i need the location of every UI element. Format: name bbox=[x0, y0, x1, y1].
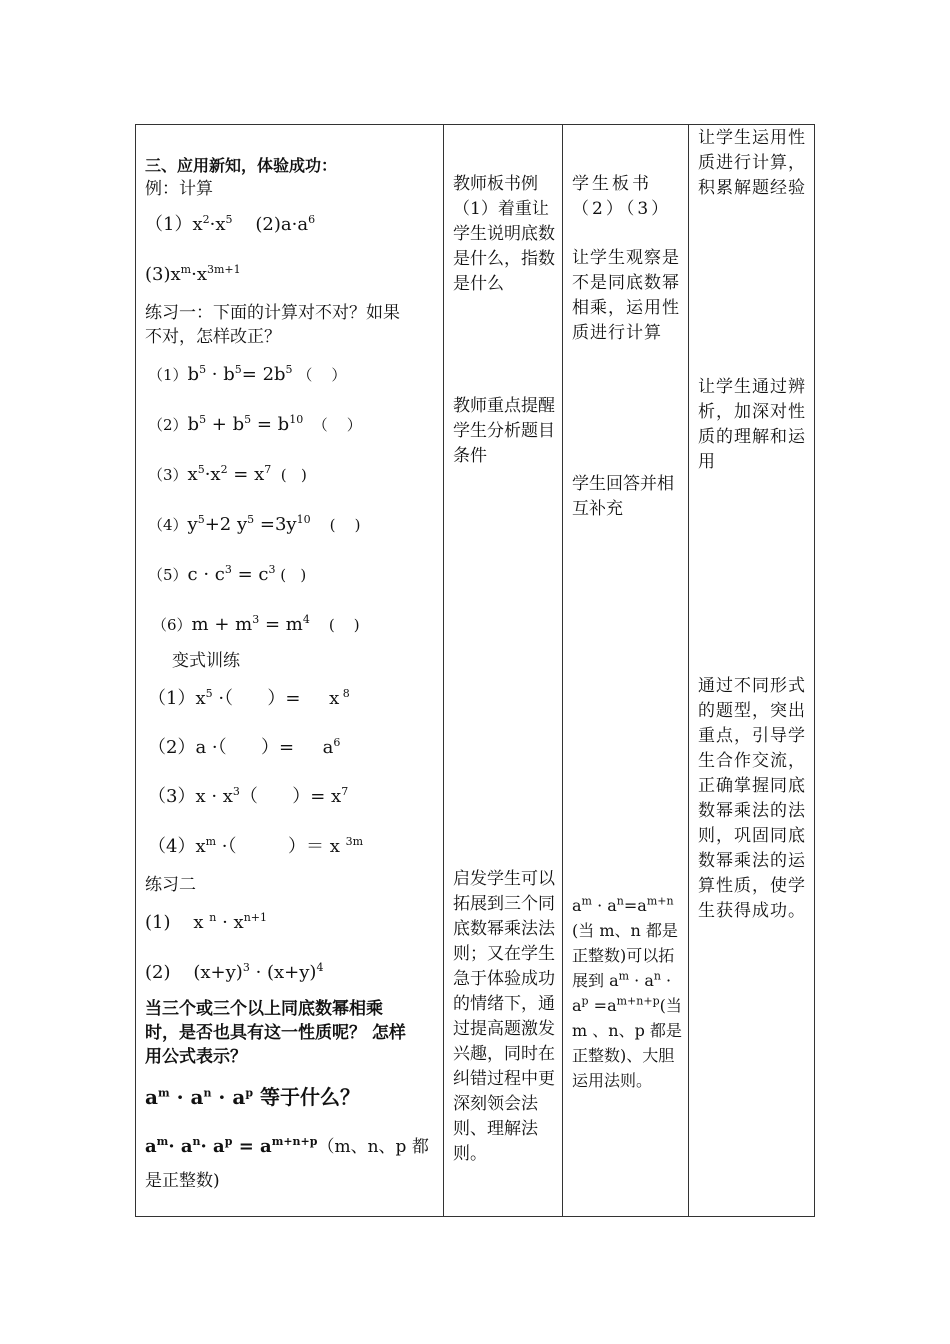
section-title: 三、应用新知，体验成功： bbox=[145, 156, 338, 175]
practice1-item: $(6)m + m^3 = m^4$ ( ) bbox=[152, 613, 360, 635]
design-intent: 让学生运用性质进行计算，积累解题经验 bbox=[698, 128, 806, 198]
practice2-item: (2) $(x+y)^3 \cdot (x+y)^4$ bbox=[145, 961, 324, 983]
variant-item: $(4)x^m$ ·（ ）＝ x $^{3m}$ bbox=[148, 835, 364, 857]
variant-title: 变式训练 bbox=[172, 651, 240, 671]
practice1-item: $(4)y^5+2$ $y^5 =3y^{10}$ ( ) bbox=[148, 513, 361, 535]
student-activity: 让学生观察是不是同底数幂相乘，运用性质进行计算 bbox=[572, 248, 680, 343]
example-2: $(3)x^m\cdot x^{3m+1}$ bbox=[145, 263, 241, 285]
design-intent: 让学生通过辨析，加深对性质的理解和运用 bbox=[698, 377, 806, 472]
column-divider bbox=[688, 124, 689, 1217]
rule-formula-condition: 是正整数) bbox=[145, 1171, 220, 1191]
practice2-item: (1) x $^n \cdot x^{n+1}$ bbox=[145, 911, 267, 933]
column-divider bbox=[443, 124, 444, 1217]
teacher-activity: 教师重点提醒学生分析题目条件 bbox=[453, 396, 555, 466]
teacher-activity: 教师板书例（1）着重让学生说明底数是什么，指数是什么 bbox=[453, 174, 555, 294]
student-activity: 学生回答并相互补充 bbox=[572, 474, 674, 519]
example-label: 例：计算 bbox=[145, 179, 213, 199]
practice1-instruction: 练习一：下面的计算对不对？如果 bbox=[145, 303, 400, 323]
practice1-item: $(3)x^5\cdot x^2 = x^7$ ( ) bbox=[148, 463, 307, 485]
variant-item: $(3)x \cdot x^3$（ ）= $x^7$ bbox=[148, 785, 349, 807]
teacher-activity: 启发学生可以拓展到三个同底数幂乘法法则；又在学生急于体验成功的情绪下，通过提高题激发兴趣，同时在纠错过程中更深刻领会法则、理解法则。 bbox=[453, 869, 555, 1164]
practice1-item: $(5)c \cdot c^3 = c^3$ ( ) bbox=[148, 563, 307, 585]
variant-item: （2）a ·（ ）= $a^6$ bbox=[148, 736, 341, 758]
student-activity: $a^m \cdot a^n=a^{m+n}$(当 m、n 都是正整数)可以拓展到 $a^m \cdot a^n \cdot a^p =a^{m+n+p}$(当 m 、n、p 都是正整数)、大胆运用法则。 bbox=[572, 894, 682, 1090]
question-text: 当三个或三个以上同底数幂相乘 bbox=[145, 999, 383, 1019]
example-1: $(1)x^2\cdot x^5$ $(2)a\cdot a^6$ bbox=[145, 213, 316, 235]
practice1-instruction: 不对，怎样改正？ bbox=[145, 327, 281, 347]
design-intent: 通过不同形式的题型，突出重点，引导学生合作交流，正确掌握同底数幂乘法的法则，巩固同底数幂乘法的运算性质，使学生获得成功。 bbox=[698, 676, 806, 921]
question-text: 时，是否也具有这一性质呢？ 怎样 bbox=[145, 1023, 406, 1043]
question-formula: $a^m \cdot a^n \cdot a^p$ 等于什么？ bbox=[145, 1085, 360, 1109]
practice1-item: $(1)b^5 \cdot b^5= 2b^5$ （ ） bbox=[148, 363, 347, 385]
column-divider bbox=[562, 124, 563, 1217]
practice1-item: $(2)b^5 + b^5 = b^{10}$ （ ） bbox=[148, 413, 362, 435]
student-activity: 学生板书（2）（3） bbox=[572, 174, 672, 219]
question-text: 用公式表示？ bbox=[145, 1047, 247, 1067]
variant-item: $(1)x^5$ ·（ ）= x $^8$ bbox=[148, 687, 350, 709]
rule-formula: $a^m\cdot a^n\cdot a^p = a^{m+n+p}(m$、n、p 都 bbox=[145, 1135, 429, 1157]
practice2-title: 练习二 bbox=[145, 875, 196, 895]
